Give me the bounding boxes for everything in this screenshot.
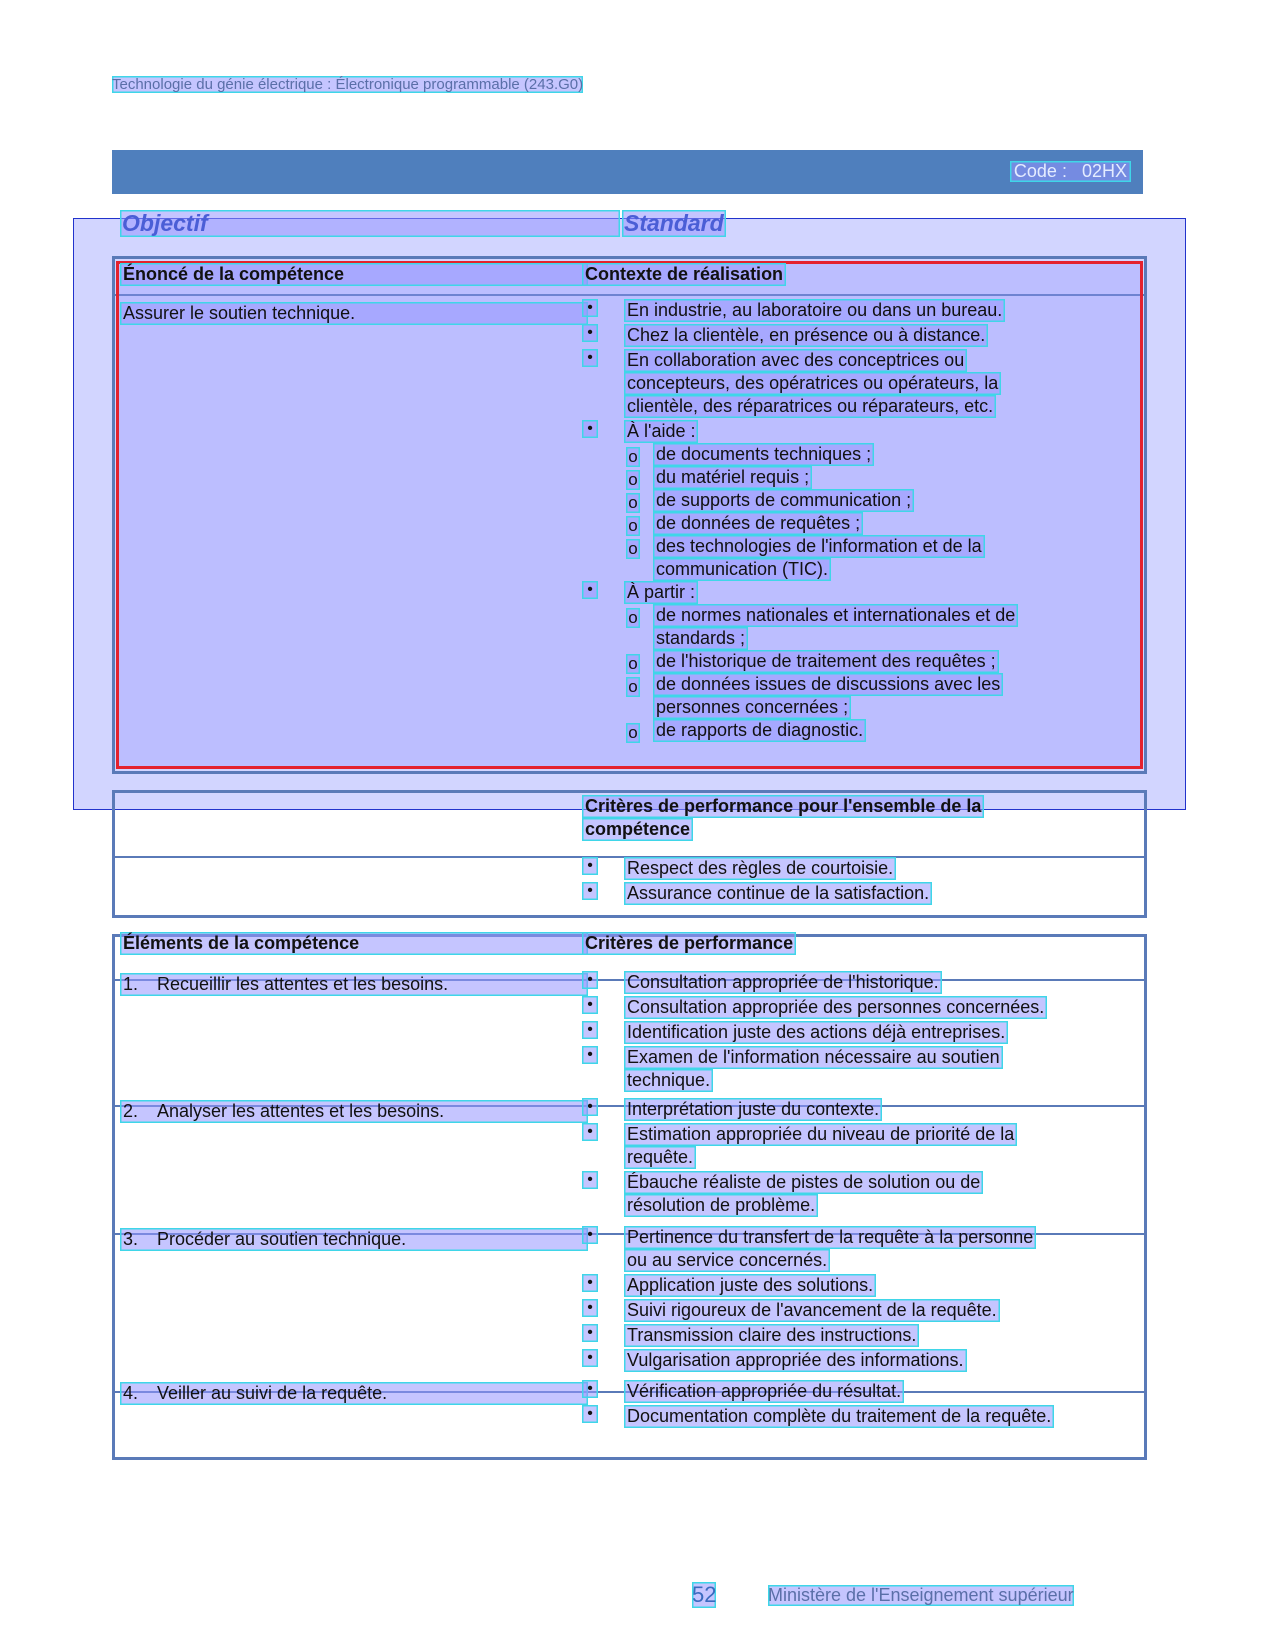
global-criteria-item: Assurance continue de la satisfaction. (624, 882, 932, 905)
element-number: 3. (123, 1229, 139, 1249)
criteria-bullet-icon: • (582, 971, 598, 989)
context-subitem-line: des technologies de l'information et de la (653, 535, 985, 558)
context-sub-bullet-icon: o (626, 539, 640, 559)
element-text: Analyser les attentes et les besoins. (157, 1101, 445, 1121)
criteria-bullet-icon: • (582, 1226, 598, 1244)
element-number: 1. (123, 974, 139, 994)
competence-statement: Assurer le soutien technique. (120, 302, 588, 325)
context-subitem-line: standards ; (653, 627, 748, 650)
code-bar (112, 150, 1143, 194)
context-sub-bullet-icon: o (626, 516, 640, 536)
context-item-line: Chez la clientèle, en présence ou à distance. (624, 324, 988, 347)
context-sub-bullet-icon: o (626, 654, 640, 674)
context-sub-bullet-icon: o (626, 470, 640, 490)
element-label (120, 1100, 588, 1123)
criteria-line: Identification juste des actions déjà entreprises. (624, 1021, 1008, 1044)
context-bullet-icon: • (582, 349, 598, 367)
document-title: Technologie du génie électrique : Électronique programmable (243.G0) (112, 76, 584, 93)
criteria-line: Documentation complète du traitement de la requête. (624, 1405, 1054, 1428)
context-sub-bullet-icon: o (626, 608, 640, 628)
criteria-bullet-icon: • (582, 1046, 598, 1064)
context-subitem-line: de documents techniques ; (653, 443, 874, 466)
objectif-text: Objectif (122, 210, 208, 236)
context-subitem-line: de normes nationales et internationales et de (653, 604, 1018, 627)
criteria-bullet-icon: • (582, 1299, 598, 1317)
criteria-line: Estimation appropriée du niveau de priorité de la (624, 1123, 1017, 1146)
standard-text: Standard (624, 210, 724, 236)
context-item-line: En collaboration avec des conceptrices ou (624, 349, 967, 372)
criteria-bullet-icon: • (582, 1098, 598, 1116)
code-label-text: Code : (1013, 161, 1067, 181)
criteria-bullet-icon: • (582, 1274, 598, 1292)
context-sub-bullet-icon: o (626, 447, 640, 467)
criteria-bullet-icon: • (582, 1405, 598, 1423)
context-sub-bullet-icon: o (626, 677, 640, 697)
global-criteria-bullet-icon: • (582, 882, 598, 900)
criteria-line: Consultation appropriée de l'historique. (624, 971, 942, 994)
context-bullet-icon: • (582, 420, 598, 438)
criteria-line: résolution de problème. (624, 1194, 818, 1217)
criteria-bullet-icon: • (582, 1380, 598, 1398)
context-bullet-icon: • (582, 299, 598, 317)
context-subitem-line: personnes concernées ; (653, 696, 851, 719)
global-criteria-bullet-icon: • (582, 857, 598, 875)
element-text: Veiller au suivi de la requête. (157, 1383, 388, 1403)
context-item-line: À l'aide : (624, 420, 698, 443)
section-label-standard (622, 210, 726, 237)
element-label (120, 1228, 588, 1251)
element-label (120, 1382, 588, 1405)
context-item-line: clientèle, des réparatrices ou réparateurs, etc. (624, 395, 996, 418)
context-subitem-line: de données issues de discussions avec les (653, 673, 1003, 696)
global-criteria-header-line: Critères de performance pour l'ensemble de la (582, 795, 984, 818)
context-sub-bullet-icon: o (626, 493, 640, 513)
criteria-line: Suivi rigoureux de l'avancement de la requête. (624, 1299, 1000, 1322)
criteria-line: Pertinence du transfert de la requête à la personne (624, 1226, 1036, 1249)
element-text: Recueillir les attentes et les besoins. (157, 974, 449, 994)
criteria-line: Transmission claire des instructions. (624, 1324, 919, 1347)
criteria-bullet-icon: • (582, 996, 598, 1014)
context-subitem-line: de supports de communication ; (653, 489, 914, 512)
competence-left-header: Énoncé de la compétence (120, 263, 588, 286)
context-subitem-line: de l'historique de traitement des requêtes ; (653, 650, 999, 673)
context-bullet-icon: • (582, 324, 598, 342)
criteria-bullet-icon: • (582, 1021, 598, 1039)
element-number: 4. (123, 1383, 139, 1403)
section-label-objectif (120, 210, 620, 237)
criteria-bullet-icon: • (582, 1324, 598, 1342)
context-subitem-line: communication (TIC). (653, 558, 831, 581)
context-item-line: En industrie, au laboratoire ou dans un bureau. (624, 299, 1005, 322)
criteria-bullet-icon: • (582, 1349, 598, 1367)
context-subitem-line: de rapports de diagnostic. (653, 719, 866, 742)
criteria-bullet-icon: • (582, 1171, 598, 1189)
criteria-line: requête. (624, 1146, 696, 1169)
element-label (120, 973, 588, 996)
criteria-line: ou au service concernés. (624, 1249, 830, 1272)
criteria-line: Application juste des solutions. (624, 1274, 876, 1297)
context-subitem-line: du matériel requis ; (653, 466, 812, 489)
criteria-line: Vulgarisation appropriée des informations. (624, 1349, 967, 1372)
page-number: 52 (692, 1582, 717, 1607)
criteria-line: technique. (624, 1069, 713, 1092)
elements-left-header: Éléments de la compétence (120, 932, 588, 955)
code-label (1010, 161, 1131, 182)
footer-ministry: Ministère de l'Enseignement supérieur (768, 1585, 1074, 1605)
context-subitem-line: de données de requêtes ; (653, 512, 863, 535)
competence-right-header: Contexte de réalisation (582, 263, 786, 286)
criteria-line: Interprétation juste du contexte. (624, 1098, 882, 1121)
context-item-line: À partir : (624, 581, 698, 604)
global-criteria-item: Respect des règles de courtoisie. (624, 857, 896, 880)
criteria-line: Vérification appropriée du résultat. (624, 1380, 904, 1403)
element-number: 2. (123, 1101, 139, 1121)
criteria-line: Examen de l'information nécessaire au soutien (624, 1046, 1003, 1069)
elements-right-header: Critères de performance (582, 932, 796, 955)
element-text: Procéder au soutien technique. (157, 1229, 407, 1249)
criteria-bullet-icon: • (582, 1123, 598, 1141)
context-bullet-icon: • (582, 581, 598, 599)
global-criteria-header-line: compétence (582, 818, 693, 841)
context-item-line: concepteurs, des opératrices ou opérateurs, la (624, 372, 1001, 395)
criteria-line: Consultation appropriée des personnes concernées. (624, 996, 1047, 1019)
code-value: 02HX (1081, 161, 1127, 181)
criteria-line: Ébauche réaliste de pistes de solution ou de (624, 1171, 983, 1194)
context-sub-bullet-icon: o (626, 723, 640, 743)
